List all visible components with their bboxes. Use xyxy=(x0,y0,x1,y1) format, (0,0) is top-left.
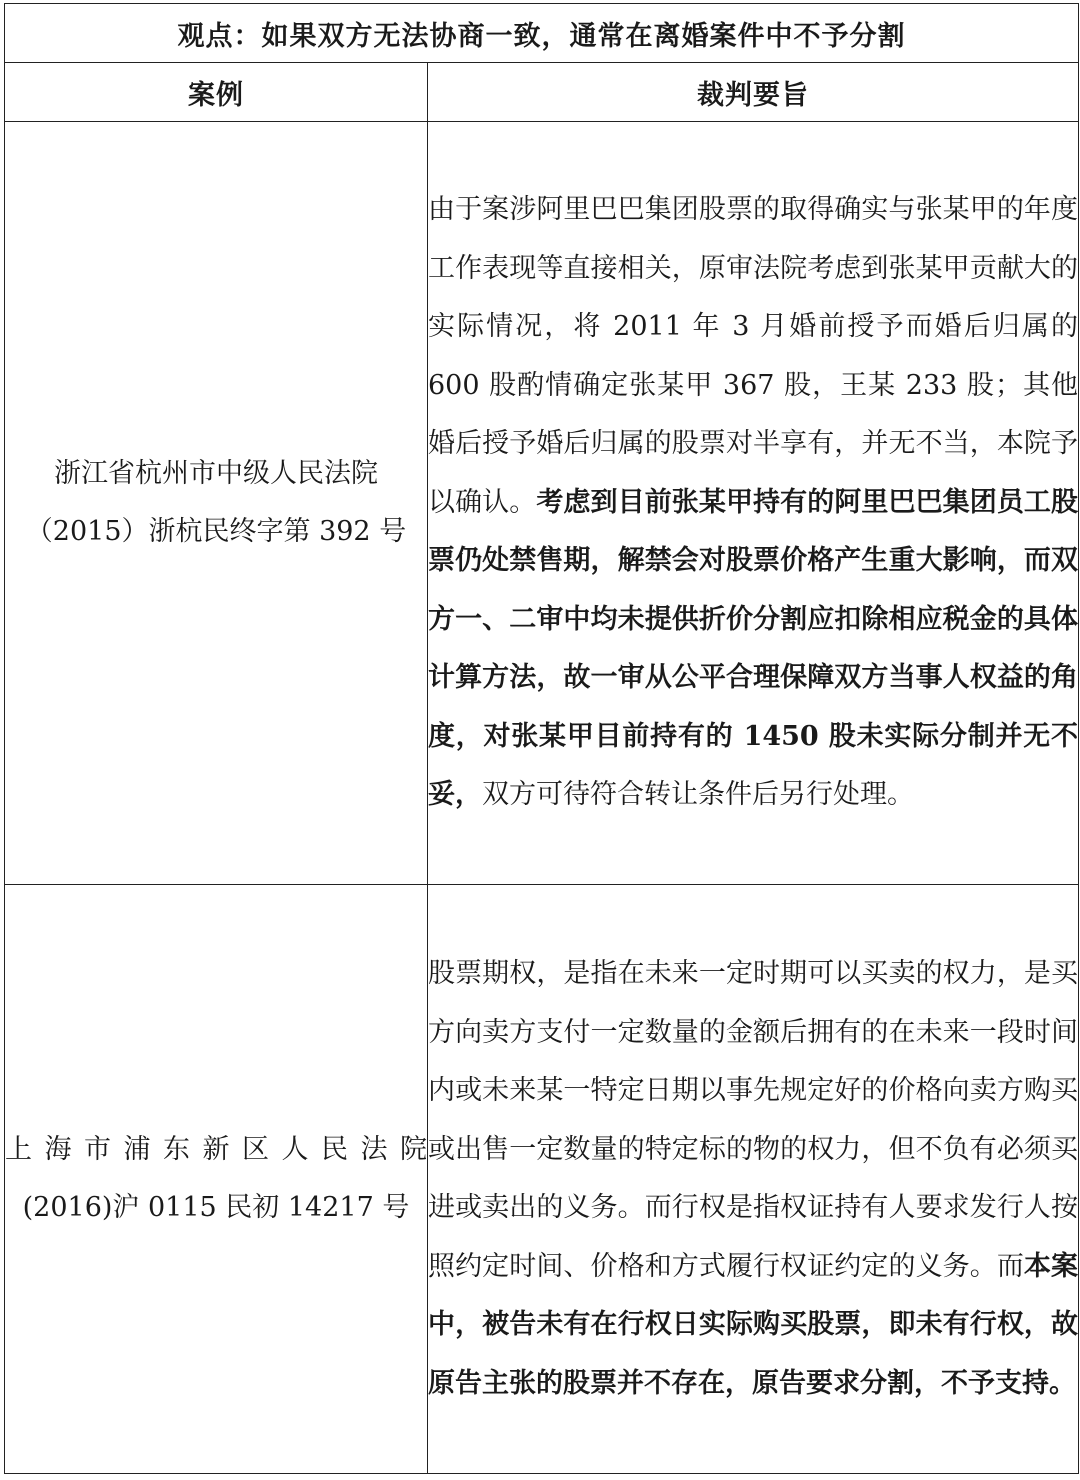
ruling-table xyxy=(4,3,1079,1474)
case-cell xyxy=(5,122,428,885)
case-cell xyxy=(5,885,428,1474)
table-row xyxy=(5,122,1079,885)
table-title: 观点：如果双方无法协商一致，通常在离婚案件中不予分割 xyxy=(5,4,1079,63)
ruling-cell xyxy=(428,122,1079,885)
ruling-cell xyxy=(428,885,1079,1474)
case-number: （2015）浙杭民终字第 392 号 xyxy=(25,516,407,547)
case-number: (2016)沪 0115 民初 14217 号 xyxy=(22,1192,410,1223)
ruling-text: 由于案涉阿里巴巴集团股票的取得确实与张某甲的年度工作表现等直接相关，原审法院考虑到张某甲贡献大的实际情况，将 2011 年 3 月婚前授予而婚后归属的 600 股酌情确定张某甲 367 股，王某 233 股；其他婚后授予婚后归属的股票对半享有，并无不当，本院予以确认。 xyxy=(428,194,1078,518)
header-row xyxy=(5,63,1079,122)
ruling-tail-text: 双方可待符合转让条件后另行处理。 xyxy=(482,779,914,811)
ruling-bold-text: 考虑到目前张某甲持有的阿里巴巴集团员工股票仍处禁售期，解禁会对股票价格产生重大影响，而双方一、二审中均未提供折价分割应扣除相应税金的具体计算方法，故一审从公平合理保障双方当事人权益的角度，对张某甲目前持有的 1450 股未实际分制并无不妥， xyxy=(428,486,1079,811)
table-row xyxy=(5,885,1079,1474)
ruling-text: 股票期权，是指在未来一定时期可以买卖的权力，是买方向卖方支付一定数量的金额后拥有的在未来一段时间内或未来某一特定日期以事先规定好的价格向卖方购买或出售一定数量的特定标的物的权力，但不负有必须买进或卖出的义务。而行权是指权证持有人要求发行人按照约定时间、价格和方式履行权证约定的义务。而 xyxy=(428,958,1078,1282)
court-name: 上海市浦东新区人民法院 xyxy=(5,1133,427,1165)
court-name: 浙江省杭州市中级人民法院 xyxy=(54,457,378,489)
header-case: 案例 xyxy=(5,63,428,122)
title-row xyxy=(5,4,1079,63)
ruling-bold-text: 本案中，被告未有在行权日实际购买股票，即未有行权，故原告主张的股票并不存在，原告要求分割，不予支持。 xyxy=(428,1250,1079,1399)
header-ruling: 裁判要旨 xyxy=(428,63,1079,122)
